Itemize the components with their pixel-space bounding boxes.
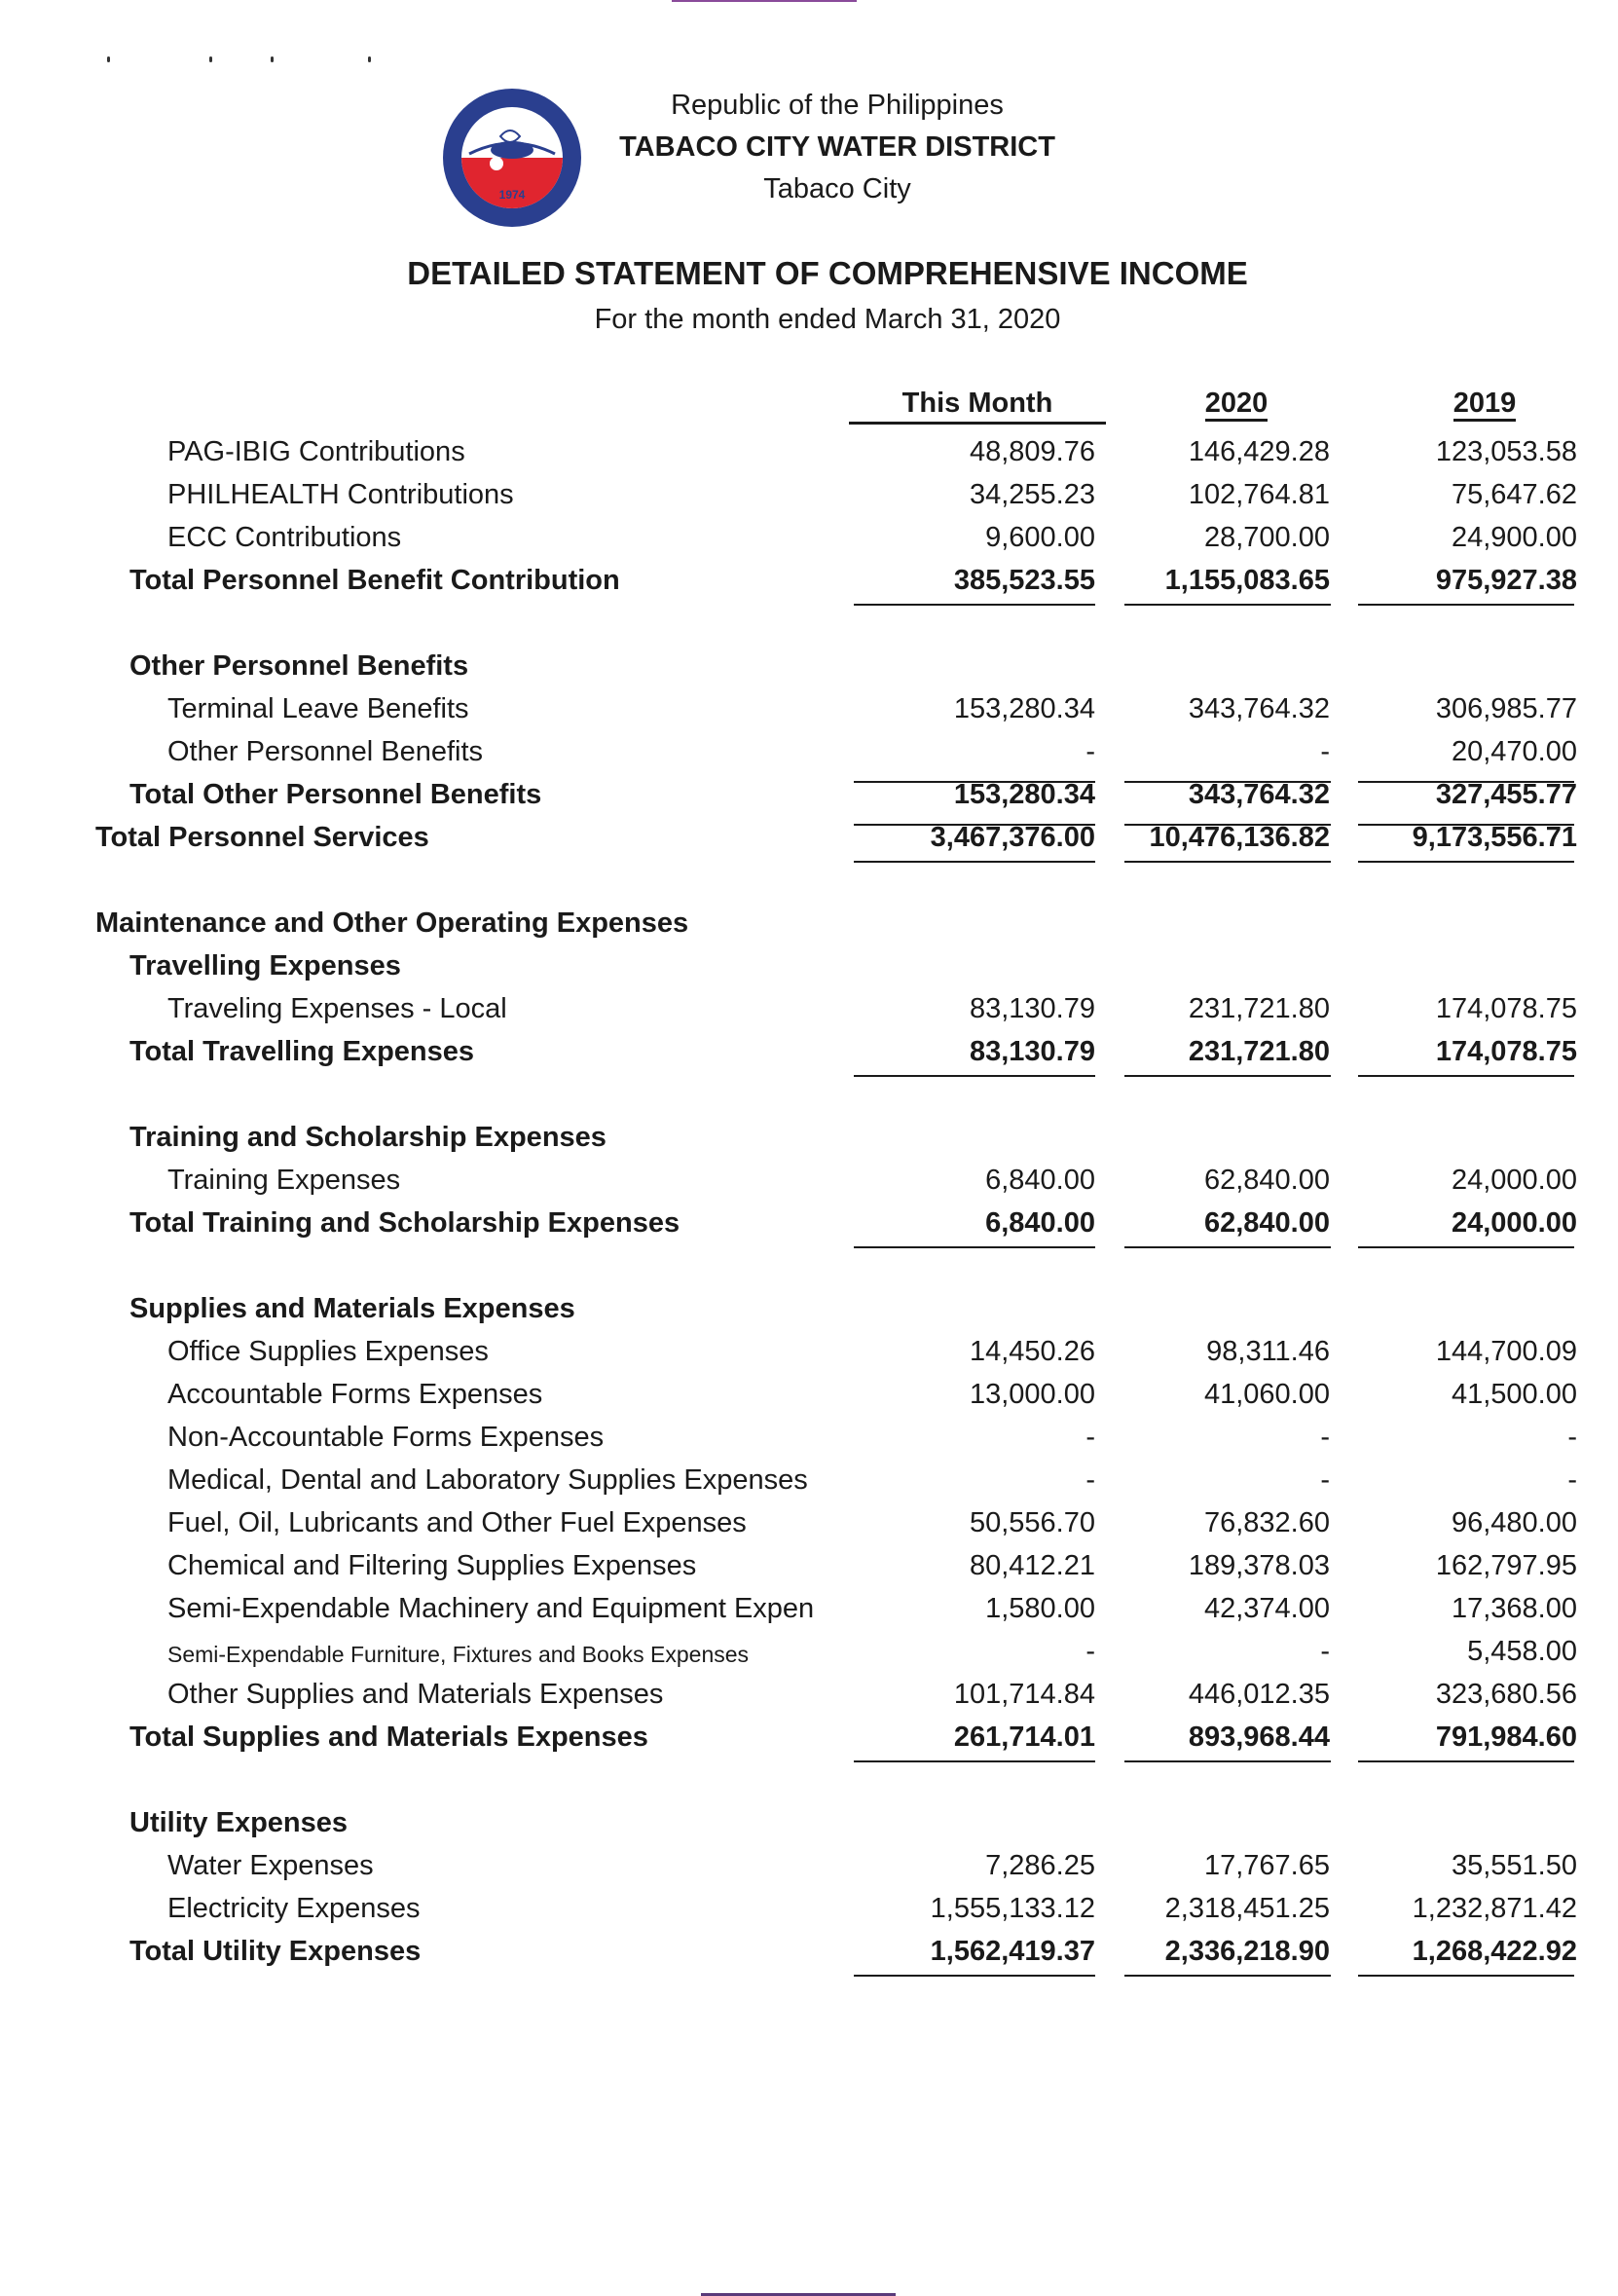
value-2020: 343,764.32	[1188, 779, 1330, 810]
section-heading-row	[0, 907, 1618, 950]
value-2020: 17,767.65	[1203, 1850, 1330, 1881]
subtotal-overline	[1358, 824, 1574, 826]
value-this-month: 1,562,419.37	[930, 1936, 1095, 1967]
total-underline	[854, 604, 1095, 606]
value-2019: 35,551.50	[1451, 1850, 1577, 1881]
row-label: Total Utility Expenses	[129, 1936, 422, 1967]
value-2019: -	[1567, 1422, 1577, 1453]
value-2020: 146,429.28	[1188, 436, 1330, 467]
value-2019: 1,232,871.42	[1412, 1893, 1577, 1924]
line-item-row	[0, 436, 1618, 479]
value-2019: 24,900.00	[1451, 522, 1577, 553]
value-this-month: 3,467,376.00	[930, 822, 1095, 853]
row-label: Water Expenses	[167, 1850, 374, 1881]
value-2019: 323,680.56	[1435, 1679, 1577, 1710]
column-header-2020: 2020	[1154, 388, 1319, 420]
total-row	[0, 1722, 1618, 1764]
value-2020: 231,721.80	[1188, 993, 1330, 1024]
value-2019: 1,268,422.92	[1412, 1936, 1577, 1967]
value-2020: 42,374.00	[1203, 1593, 1330, 1624]
value-this-month: 7,286.25	[985, 1850, 1095, 1881]
row-label: Terminal Leave Benefits	[167, 693, 469, 724]
total-underline	[1124, 1075, 1331, 1077]
section-heading-row	[0, 1293, 1618, 1336]
header-city: Tabaco City	[763, 173, 911, 204]
row-label: Semi-Expendable Furniture, Fixtures and Books Expenses	[167, 1642, 750, 1667]
line-item-row	[0, 1464, 1618, 1507]
value-2019: 144,700.09	[1435, 1336, 1577, 1367]
value-2019: 5,458.00	[1467, 1636, 1577, 1667]
value-this-month: 1,555,133.12	[930, 1893, 1095, 1924]
total-underline	[1124, 1975, 1331, 1977]
total-underline	[1358, 1075, 1574, 1077]
row-label: Utility Expenses	[129, 1807, 349, 1838]
line-item-row	[0, 1893, 1618, 1936]
line-item-row	[0, 1507, 1618, 1550]
line-item-row	[0, 1336, 1618, 1379]
value-2020: -	[1320, 1422, 1330, 1453]
value-2020: -	[1320, 1464, 1330, 1496]
line-item-row	[0, 1679, 1618, 1722]
row-label: Supplies and Materials Expenses	[129, 1293, 575, 1324]
value-2019: 123,053.58	[1435, 436, 1577, 467]
total-underline	[1358, 861, 1574, 863]
value-2019: 327,455.77	[1435, 779, 1577, 810]
total-underline	[854, 861, 1095, 863]
value-this-month: 153,280.34	[953, 693, 1095, 724]
row-label: Other Personnel Benefits	[167, 736, 484, 767]
svg-text:1974: 1974	[498, 188, 526, 202]
subtotal-overline	[1124, 824, 1331, 826]
total-underline	[1124, 604, 1331, 606]
column-header-this-month: This Month	[849, 388, 1106, 425]
value-2019: 162,797.95	[1435, 1550, 1577, 1581]
value-this-month: 1,580.00	[985, 1593, 1095, 1624]
value-this-month: 13,000.00	[969, 1379, 1095, 1410]
row-label: Other Supplies and Materials Expenses	[167, 1679, 664, 1710]
value-2019: 75,647.62	[1451, 479, 1577, 510]
row-label: Total Personnel Benefit Contribution	[129, 565, 620, 596]
line-item-row	[0, 693, 1618, 736]
page-subtitle: For the month ended March 31, 2020	[594, 304, 1061, 335]
value-2020: 189,378.03	[1188, 1550, 1330, 1581]
line-item-row	[0, 522, 1618, 565]
page-title: DETAILED STATEMENT OF COMPREHENSIVE INCOME	[407, 255, 1248, 291]
value-2020: 1,155,083.65	[1164, 565, 1330, 596]
value-2019: 41,500.00	[1451, 1379, 1577, 1410]
value-this-month: 385,523.55	[953, 565, 1095, 596]
value-2020: 28,700.00	[1203, 522, 1330, 553]
total-row	[0, 822, 1618, 865]
value-this-month: 6,840.00	[985, 1165, 1095, 1196]
row-label: Office Supplies Expenses	[167, 1336, 489, 1367]
row-label: Chemical and Filtering Supplies Expenses	[167, 1550, 697, 1581]
row-label: Electricity Expenses	[167, 1893, 421, 1924]
value-this-month: -	[1085, 1636, 1095, 1667]
value-2020: 231,721.80	[1188, 1036, 1330, 1067]
line-item-row	[0, 1550, 1618, 1593]
row-label: Other Personnel Benefits	[129, 650, 469, 682]
value-2020: 2,318,451.25	[1164, 1893, 1330, 1924]
line-item-row	[0, 993, 1618, 1036]
section-heading-row	[0, 1122, 1618, 1165]
value-this-month: -	[1085, 1422, 1095, 1453]
value-2019: 9,173,556.71	[1412, 822, 1577, 853]
total-underline	[1124, 1760, 1331, 1762]
value-2020: 62,840.00	[1203, 1165, 1330, 1196]
value-this-month: 50,556.70	[969, 1507, 1095, 1538]
total-underline	[1358, 604, 1574, 606]
value-2019: -	[1567, 1464, 1577, 1496]
row-label: ECC Contributions	[167, 522, 402, 553]
value-2019: 17,368.00	[1451, 1593, 1577, 1624]
subtotal-overline	[1358, 781, 1574, 783]
row-label: Total Personnel Services	[95, 822, 429, 853]
value-2019: 24,000.00	[1451, 1207, 1577, 1239]
total-row	[0, 779, 1618, 822]
value-2019: 306,985.77	[1435, 693, 1577, 724]
row-label: PAG-IBIG Contributions	[167, 436, 465, 467]
value-2019: 24,000.00	[1451, 1165, 1577, 1196]
line-item-row	[0, 1850, 1618, 1893]
total-underline	[854, 1975, 1095, 1977]
value-2020: 62,840.00	[1203, 1207, 1330, 1239]
section-heading-row	[0, 650, 1618, 693]
value-this-month: 80,412.21	[969, 1550, 1095, 1581]
row-label: Total Travelling Expenses	[129, 1036, 475, 1067]
line-item-row	[0, 1636, 1618, 1679]
row-label: Training and Scholarship Expenses	[129, 1122, 607, 1153]
line-item-row	[0, 1165, 1618, 1207]
value-2020: -	[1320, 1636, 1330, 1667]
total-row	[0, 1936, 1618, 1979]
total-row	[0, 1207, 1618, 1250]
value-this-month: 83,130.79	[969, 1036, 1095, 1067]
column-header-2019: 2019	[1402, 388, 1567, 420]
value-this-month: -	[1085, 736, 1095, 767]
row-label: Total Other Personnel Benefits	[129, 779, 542, 810]
row-label: Traveling Expenses - Local	[167, 993, 507, 1024]
value-this-month: 83,130.79	[969, 993, 1095, 1024]
subtotal-overline	[1124, 781, 1331, 783]
total-underline	[854, 1246, 1095, 1248]
value-this-month: 9,600.00	[985, 522, 1095, 553]
line-item-row	[0, 736, 1618, 779]
value-2019: 96,480.00	[1451, 1507, 1577, 1538]
row-label: Training Expenses	[167, 1165, 401, 1196]
value-this-month: 34,255.23	[969, 479, 1095, 510]
value-2020: 446,012.35	[1188, 1679, 1330, 1710]
value-this-month: -	[1085, 1464, 1095, 1496]
total-row	[0, 565, 1618, 608]
value-this-month: 261,714.01	[953, 1722, 1095, 1753]
value-2020: 343,764.32	[1188, 693, 1330, 724]
value-2020: -	[1320, 736, 1330, 767]
section-heading-row	[0, 1807, 1618, 1850]
value-2020: 10,476,136.82	[1149, 822, 1330, 853]
value-2019: 174,078.75	[1435, 993, 1577, 1024]
value-2019: 20,470.00	[1451, 736, 1577, 767]
row-label: Total Supplies and Materials Expenses	[129, 1722, 648, 1753]
row-label: PHILHEALTH Contributions	[167, 479, 514, 510]
value-this-month: 101,714.84	[953, 1679, 1095, 1710]
total-underline	[1358, 1246, 1574, 1248]
scan-specks	[107, 56, 389, 68]
value-2020: 893,968.44	[1188, 1722, 1330, 1753]
total-underline	[1358, 1975, 1574, 1977]
subtotal-overline	[854, 824, 1095, 826]
total-row	[0, 1036, 1618, 1079]
value-2020: 98,311.46	[1206, 1336, 1330, 1367]
value-2020: 41,060.00	[1203, 1379, 1330, 1410]
total-underline	[854, 1075, 1095, 1077]
value-2020: 102,764.81	[1188, 479, 1330, 510]
value-this-month: 153,280.34	[953, 779, 1095, 810]
row-label: Fuel, Oil, Lubricants and Other Fuel Expenses	[167, 1507, 747, 1538]
total-underline	[1124, 861, 1331, 863]
row-label: Medical, Dental and Laboratory Supplies Expenses	[167, 1464, 808, 1496]
value-2019: 791,984.60	[1435, 1722, 1577, 1753]
total-underline	[1358, 1760, 1574, 1762]
value-this-month: 48,809.76	[969, 436, 1095, 467]
line-item-row	[0, 1379, 1618, 1422]
row-label: Total Training and Scholarship Expenses	[129, 1207, 680, 1239]
value-2020: 2,336,218.90	[1164, 1936, 1330, 1967]
line-item-row	[0, 1422, 1618, 1464]
scan-top-mark	[672, 0, 857, 2]
value-this-month: 6,840.00	[985, 1207, 1095, 1239]
row-label: Travelling Expenses	[129, 950, 401, 981]
line-item-row	[0, 479, 1618, 522]
header-agency-name: TABACO CITY WATER DISTRICT	[619, 131, 1055, 163]
value-2020: 76,832.60	[1203, 1507, 1330, 1538]
value-2019: 975,927.38	[1435, 565, 1577, 596]
value-2019: 174,078.75	[1435, 1036, 1577, 1067]
value-this-month: 14,450.26	[969, 1336, 1095, 1367]
row-label: Non-Accountable Forms Expenses	[167, 1422, 605, 1453]
line-item-row	[0, 1593, 1618, 1636]
row-label: Semi-Expendable Machinery and Equipment Expen	[167, 1593, 815, 1624]
total-underline	[854, 1760, 1095, 1762]
subtotal-overline	[854, 781, 1095, 783]
total-underline	[1124, 1246, 1331, 1248]
header-republic: Republic of the Philippines	[671, 90, 1004, 121]
row-label: Accountable Forms Expenses	[167, 1379, 543, 1410]
row-label: Maintenance and Other Operating Expenses	[95, 907, 689, 939]
section-heading-row	[0, 950, 1618, 993]
